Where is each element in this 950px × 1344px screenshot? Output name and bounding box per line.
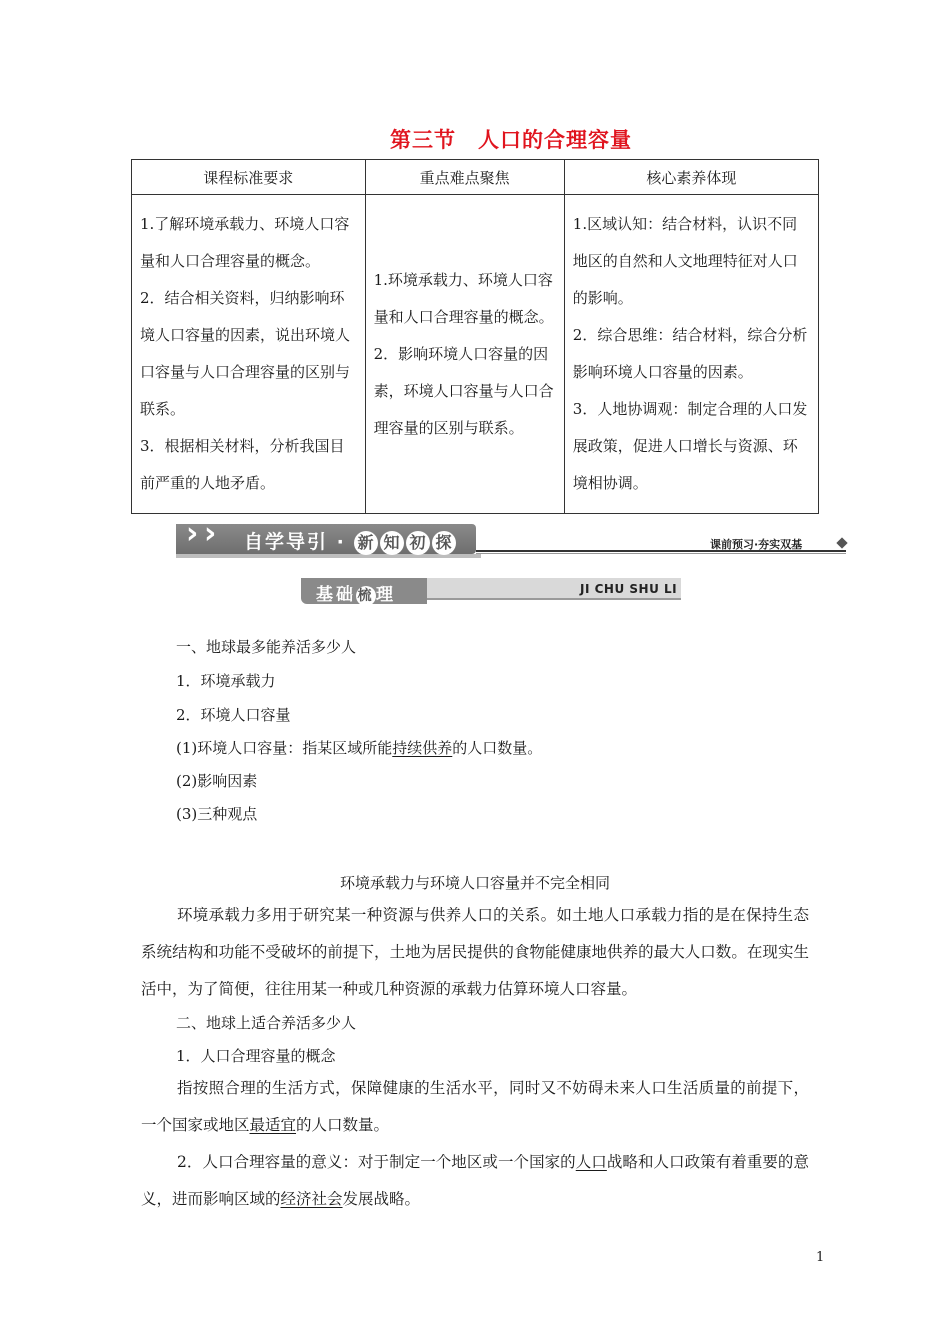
subsection-caption: JI CHU SHU LI (580, 582, 678, 596)
cell-line: 3．人地协调观：制定合理的人口发展政策，促进人口增长与资源、环境相协调。 (572, 400, 808, 492)
section-heading: 二、地球上适合养活多少人 (176, 1014, 357, 1032)
page-number: 1 (816, 1250, 825, 1265)
banner-title-text: 自学导引 (244, 531, 329, 553)
circle-char: 新 (354, 531, 378, 555)
subsection-title (316, 580, 396, 606)
table-cell-literacy (564, 195, 818, 514)
definition-paragraph (141, 1070, 809, 1144)
chevron-right-icon: › (186, 516, 199, 551)
cell-line: 2．结合相关资料，归纳影响环境人口容量的因素，说出环境人口容量与人口合理容量的区别与联系。 (140, 289, 351, 418)
diamond-icon (836, 537, 847, 548)
list-item: 1．人口合理容量的概念 (176, 1047, 336, 1065)
text-run: 指按照合理的生活方式，保障健康的生活水平，同时又不妨碍未来人口生活质量的前提下，一个国家或地区 (141, 1079, 809, 1134)
table-header: 核心素养体现 (564, 160, 818, 195)
text-run: (1)环境人口容量：指某区域所能 (176, 739, 393, 757)
cell-line: 1.了解环境承载力、环境人口容量和人口合理容量的概念。 (140, 215, 350, 270)
list-item: 1．环境承载力 (176, 672, 276, 690)
text-run: 发展战略。 (342, 1190, 421, 1208)
divider (427, 598, 681, 600)
text-run: 的人口数量。 (452, 739, 543, 757)
text-run: 2．人口合理容量的意义：对于制定一个地区或一个国家的 (177, 1153, 576, 1171)
page-title: 第三节 人口的合理容量 (390, 128, 632, 152)
circle-char: 初 (406, 531, 430, 555)
circle-char: 梳 (357, 588, 375, 604)
circle-char: 知 (380, 531, 404, 555)
underlined-term: 持续供养 (392, 739, 453, 757)
list-item: (3)三种观点 (176, 805, 258, 823)
table-cell-standards (132, 195, 366, 514)
banner-caption: 课前预习·夯实双基 (710, 538, 803, 551)
cell-line: 2．影响环境人口容量的因素，环境人口容量与人口合理容量的区别与联系。 (373, 344, 554, 437)
section-heading: 一、地球最多能养活多少人 (176, 638, 357, 656)
table-header: 课程标准要求 (132, 160, 366, 195)
banner-dot: · (336, 531, 346, 553)
banner-title (244, 527, 458, 555)
subsection-char: 理 (376, 585, 396, 605)
significance-paragraph (141, 1144, 809, 1218)
subsection-char: 础 (336, 585, 356, 605)
text-run: 的人口数量。 (296, 1116, 390, 1134)
table-header: 重点难点聚焦 (365, 160, 564, 195)
divider (476, 553, 846, 554)
cell-line: 3．根据相关材料，分析我国目前严重的人地矛盾。 (140, 437, 345, 492)
cell-line: 1.区域认知：结合材料，认识不同地区的自然和人文地理特征对人口的影响。 (572, 215, 798, 307)
curriculum-table (131, 159, 819, 514)
underlined-term: 人口 (575, 1153, 607, 1171)
list-item: (2)影响因素 (176, 772, 258, 790)
cell-line: 2．综合思维：结合材料，综合分析影响环境人口容量的因素。 (572, 326, 808, 381)
text-run: 战略和人口政策有着重要的意义，进而影响区域的 (141, 1153, 809, 1208)
underlined-term: 经济社会 (280, 1190, 343, 1208)
list-item: 2．环境人口容量 (176, 706, 291, 724)
subsection-char: 基 (316, 585, 336, 605)
underlined-term: 最适宜 (249, 1116, 297, 1134)
circle-char: 探 (432, 531, 456, 555)
chevron-right-icon: › (204, 516, 217, 551)
note-heading: 环境承载力与环境人口容量并不完全相同 (339, 874, 610, 892)
note-body: 环境承载力多用于研究某一种资源与供养人口的关系。如土地人口承载力指的是在保持生态系统结构和功能不受破坏的前提下，土地为居民提供的食物能健康地供养的最大人口数。在现实生活中，为了简便，往往用某一种或几种资源的承载力估算环境人口容量。 (141, 906, 809, 998)
cell-line: 1.环境承载力、环境人口容量和人口合理容量的概念。 (373, 270, 554, 326)
list-item (176, 737, 542, 758)
table-cell-focus (365, 195, 564, 514)
